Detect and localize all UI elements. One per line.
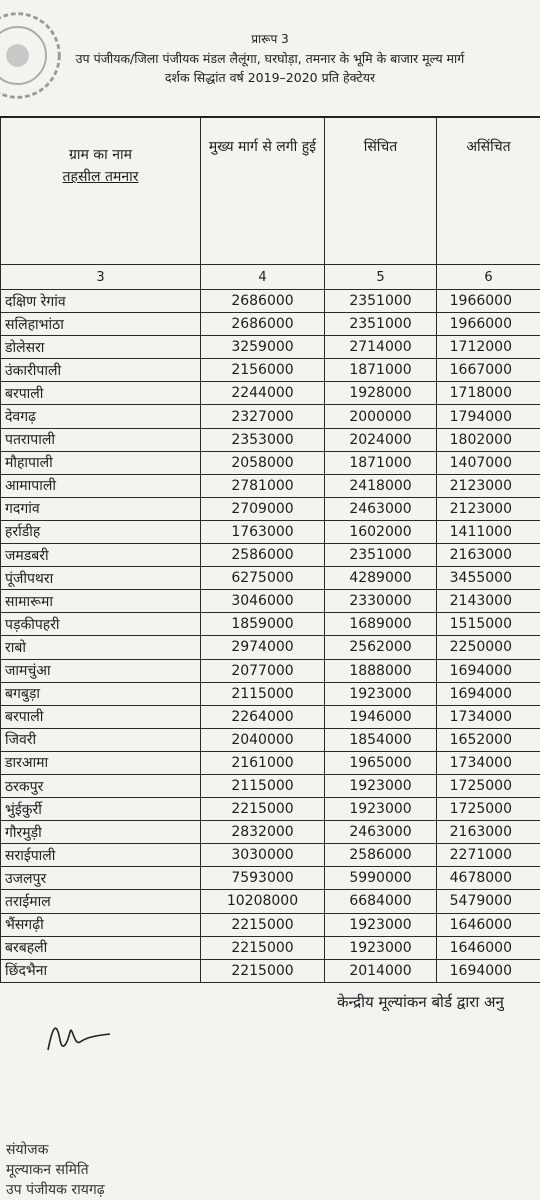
main-road-value-cell: 2974000 [201, 636, 325, 659]
irrigated-value-cell: 1871000 [325, 359, 437, 382]
irrigated-value-cell: 1923000 [325, 774, 437, 797]
table-row [1, 428, 540, 451]
main-road-value-cell: 2115000 [201, 774, 325, 797]
main-road-value-cell: 2327000 [201, 405, 325, 428]
table-row [1, 705, 540, 728]
main-road-value-cell: 1763000 [201, 520, 325, 543]
irrigated-value-cell: 2000000 [325, 405, 437, 428]
table-row [1, 382, 540, 405]
irrigated-value-cell: 1946000 [325, 705, 437, 728]
table-row [1, 520, 540, 543]
main-road-value-cell: 2709000 [201, 497, 325, 520]
village-name-cell: देवगढ़ [1, 405, 201, 428]
irrigated-value-cell: 2714000 [325, 336, 437, 359]
column-number-row [1, 265, 540, 290]
unirrigated-value-cell: 1734000 [437, 705, 540, 728]
unirrigated-value-cell: 2163000 [437, 821, 540, 844]
village-header-label: ग्राम का नाम [69, 147, 132, 163]
irrigated-value-cell: 1689000 [325, 613, 437, 636]
main-road-value-cell: 1859000 [201, 613, 325, 636]
main-road-value-cell: 2832000 [201, 821, 325, 844]
table-row [1, 774, 540, 797]
unirrigated-value-cell: 5479000 [437, 890, 540, 913]
table-row [1, 890, 540, 913]
handwritten-signature [40, 1010, 120, 1060]
irrigated-value-cell: 1928000 [325, 382, 437, 405]
unirrigated-value-cell: 1694000 [437, 682, 540, 705]
unirrigated-value-cell: 1725000 [437, 798, 540, 821]
unirrigated-value-cell: 2143000 [437, 590, 540, 613]
table-row [1, 728, 540, 751]
main-road-value-cell: 2058000 [201, 451, 325, 474]
table-row [1, 567, 540, 590]
main-road-value-cell: 2686000 [201, 290, 325, 313]
signature-line: संयोजक [6, 1142, 49, 1158]
unirrigated-value-cell: 1725000 [437, 774, 540, 797]
table-row [1, 359, 540, 382]
unirrigated-value-cell: 2250000 [437, 636, 540, 659]
unirrigated-value-cell: 1734000 [437, 751, 540, 774]
form-number: प्रारूप 3 [251, 32, 289, 46]
table-row [1, 821, 540, 844]
main-road-value-cell: 2156000 [201, 359, 325, 382]
unirrigated-value-cell: 1718000 [437, 382, 540, 405]
village-name-cell: पड़कीपहरी [1, 613, 201, 636]
table-header-row [1, 117, 540, 265]
table-row [1, 751, 540, 774]
signature-line: मूल्याकन समिति [6, 1162, 89, 1178]
unirrigated-value-cell: 1794000 [437, 405, 540, 428]
table-row [1, 290, 540, 313]
irrigated-value-cell: 2024000 [325, 428, 437, 451]
irrigated-value-cell: 2351000 [325, 544, 437, 567]
document-header [0, 30, 540, 87]
irrigated-value-cell: 2351000 [325, 313, 437, 336]
village-name-cell: राबो [1, 636, 201, 659]
irrigated-value-cell: 1923000 [325, 936, 437, 959]
unirrigated-column-header: असिंचित [437, 117, 540, 265]
unirrigated-value-cell: 1652000 [437, 728, 540, 751]
main-road-value-cell: 2077000 [201, 659, 325, 682]
table-row [1, 544, 540, 567]
irrigated-value-cell: 2351000 [325, 290, 437, 313]
village-name-cell: भैंसगढ़ी [1, 913, 201, 936]
irrigated-value-cell: 2463000 [325, 497, 437, 520]
table-row [1, 313, 540, 336]
village-name-cell: पूंजीपथरा [1, 567, 201, 590]
table-row [1, 936, 540, 959]
signature-block [6, 1140, 105, 1200]
table-row [1, 613, 540, 636]
unirrigated-value-cell: 3455000 [437, 567, 540, 590]
main-road-value-cell: 2215000 [201, 798, 325, 821]
unirrigated-value-cell: 1694000 [437, 959, 540, 982]
irrigated-value-cell: 1888000 [325, 659, 437, 682]
village-name-cell: छिंदभैना [1, 959, 201, 982]
unirrigated-value-cell: 2123000 [437, 497, 540, 520]
tehsil-header-label: तहसील तमनार [62, 169, 139, 185]
main-road-value-cell: 2115000 [201, 682, 325, 705]
village-name-cell: मौहापाली [1, 451, 201, 474]
unirrigated-value-cell: 1966000 [437, 290, 540, 313]
village-name-cell: डारआमा [1, 751, 201, 774]
village-name-cell: जिवरी [1, 728, 201, 751]
table-row [1, 636, 540, 659]
column-number: 6 [437, 265, 540, 290]
main-road-value-cell: 10208000 [201, 890, 325, 913]
main-road-value-cell: 2215000 [201, 913, 325, 936]
table-row [1, 844, 540, 867]
village-name-cell: हर्राडीह [1, 520, 201, 543]
village-name-cell: डोलेसरा [1, 336, 201, 359]
main-road-value-cell: 2686000 [201, 313, 325, 336]
table-row [1, 798, 540, 821]
village-name-cell: गौरमुड़ी [1, 821, 201, 844]
village-name-cell: सामारूमा [1, 590, 201, 613]
irrigated-value-cell: 1854000 [325, 728, 437, 751]
village-name-cell: गदगांव [1, 497, 201, 520]
approval-note: केन्द्रीय मूल्यांकन बोर्ड द्वारा अनु [337, 993, 504, 1011]
table-row [1, 451, 540, 474]
village-column-header [1, 117, 201, 265]
unirrigated-value-cell: 1966000 [437, 313, 540, 336]
main-road-value-cell: 7593000 [201, 867, 325, 890]
village-name-cell: बरपाली [1, 705, 201, 728]
unirrigated-value-cell: 1712000 [437, 336, 540, 359]
column-number: 3 [1, 265, 201, 290]
village-name-cell: भुंईकुर्री [1, 798, 201, 821]
main-road-value-cell: 2353000 [201, 428, 325, 451]
village-name-cell: पतरापाली [1, 428, 201, 451]
main-road-value-cell: 6275000 [201, 567, 325, 590]
irrigated-value-cell: 1923000 [325, 682, 437, 705]
main-road-value-cell: 2586000 [201, 544, 325, 567]
main-road-value-cell: 3259000 [201, 336, 325, 359]
village-name-cell: बरबहली [1, 936, 201, 959]
irrigated-value-cell: 1871000 [325, 451, 437, 474]
table-row [1, 867, 540, 890]
irrigated-value-cell: 1602000 [325, 520, 437, 543]
unirrigated-value-cell: 1411000 [437, 520, 540, 543]
irrigated-value-cell: 2586000 [325, 844, 437, 867]
unirrigated-value-cell: 1515000 [437, 613, 540, 636]
village-name-cell: उंकारीपाली [1, 359, 201, 382]
unirrigated-value-cell: 2163000 [437, 544, 540, 567]
table-row [1, 336, 540, 359]
faded-stamp-text [0, 1058, 160, 1075]
unirrigated-value-cell: 1667000 [437, 359, 540, 382]
village-name-cell: आमापाली [1, 474, 201, 497]
unirrigated-value-cell: 1646000 [437, 913, 540, 936]
unirrigated-value-cell: 2123000 [437, 474, 540, 497]
header-title: उप पंजीयक/जिला पंजीयक मंडल लैलूंगा, घरघोड़ा, तमनार के भूमि के बाजार मूल्य मार्ग [75, 51, 465, 66]
table-row [1, 497, 540, 520]
market-value-table [0, 116, 540, 983]
main-road-value-cell: 3030000 [201, 844, 325, 867]
main-road-value-cell: 2215000 [201, 936, 325, 959]
village-name-cell: उजलपुर [1, 867, 201, 890]
main-road-value-cell: 2264000 [201, 705, 325, 728]
main-road-value-cell: 2215000 [201, 959, 325, 982]
village-name-cell: जमडबरी [1, 544, 201, 567]
village-name-cell: तराईमाल [1, 890, 201, 913]
village-name-cell: दक्षिण रेगांव [1, 290, 201, 313]
unirrigated-value-cell: 1694000 [437, 659, 540, 682]
column-number: 4 [201, 265, 325, 290]
irrigated-value-cell: 4289000 [325, 567, 437, 590]
table-row [1, 474, 540, 497]
irrigated-value-cell: 2014000 [325, 959, 437, 982]
unirrigated-value-cell: 4678000 [437, 867, 540, 890]
irrigated-value-cell: 2562000 [325, 636, 437, 659]
main-road-value-cell: 2040000 [201, 728, 325, 751]
village-name-cell: सराईपाली [1, 844, 201, 867]
village-name-cell: जामचुंआ [1, 659, 201, 682]
unirrigated-value-cell: 1407000 [437, 451, 540, 474]
main-road-column-header: मुख्य मार्ग से लगी हुई [201, 117, 325, 265]
column-number: 5 [325, 265, 437, 290]
table-row [1, 405, 540, 428]
table-row [1, 590, 540, 613]
irrigated-value-cell: 2330000 [325, 590, 437, 613]
unirrigated-value-cell: 2271000 [437, 844, 540, 867]
irrigated-value-cell: 2463000 [325, 821, 437, 844]
village-name-cell: सलिहाभांठा [1, 313, 201, 336]
village-name-cell: बरपाली [1, 382, 201, 405]
table-row [1, 682, 540, 705]
main-road-value-cell: 3046000 [201, 590, 325, 613]
table-row [1, 659, 540, 682]
irrigated-value-cell: 1965000 [325, 751, 437, 774]
table-row [1, 913, 540, 936]
main-road-value-cell: 2244000 [201, 382, 325, 405]
table-row [1, 959, 540, 982]
signature-line: उप पंजीयक रायगढ़ [6, 1182, 105, 1198]
irrigated-value-cell: 1923000 [325, 913, 437, 936]
irrigated-value-cell: 6684000 [325, 890, 437, 913]
header-subtitle: दर्शक सिद्धांत वर्ष 2019–2020 प्रति हेक्टेयर [164, 70, 376, 85]
village-name-cell: ठरकपुर [1, 774, 201, 797]
unirrigated-value-cell: 1646000 [437, 936, 540, 959]
unirrigated-value-cell: 1802000 [437, 428, 540, 451]
irrigated-value-cell: 5990000 [325, 867, 437, 890]
village-name-cell: बगबुड़ा [1, 682, 201, 705]
irrigated-value-cell: 2418000 [325, 474, 437, 497]
main-road-value-cell: 2161000 [201, 751, 325, 774]
irrigated-value-cell: 1923000 [325, 798, 437, 821]
main-road-value-cell: 2781000 [201, 474, 325, 497]
irrigated-column-header: सिंचित [325, 117, 437, 265]
